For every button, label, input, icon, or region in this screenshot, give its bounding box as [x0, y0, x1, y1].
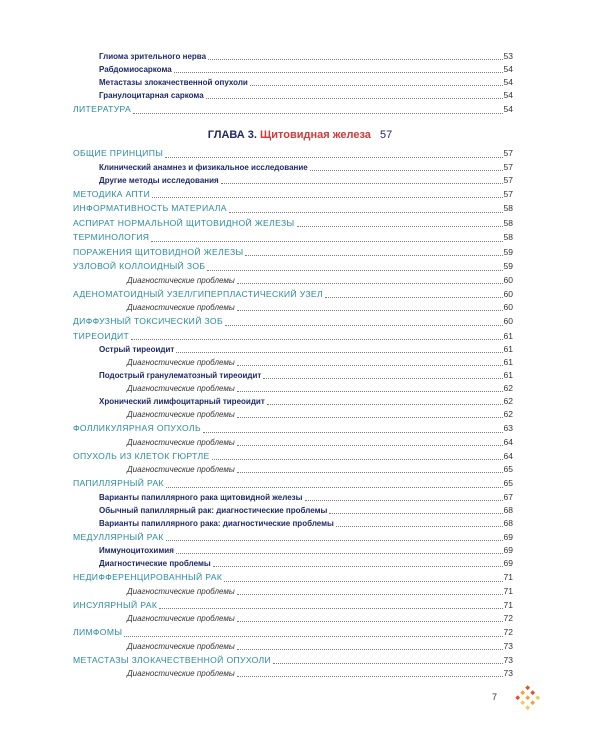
- toc-entry[interactable]: [73, 314, 513, 329]
- toc-entry-title: Обычный папиллярный рак: диагностические проблемы: [99, 505, 328, 515]
- toc-entry-page: 71: [503, 585, 513, 596]
- toc-entry-title: НЕДИФФЕРЕНЦИРОВАННЫЙ РАК: [73, 572, 223, 582]
- logo-diamond: [525, 705, 530, 710]
- toc-entry-page: 63: [503, 423, 513, 433]
- toc-entry-page: 71: [503, 599, 513, 610]
- toc-entry-title: Варианты папиллярного рака щитовидной железы: [99, 492, 303, 502]
- toc-entry[interactable]: [73, 50, 513, 63]
- toc-entry-title: ОПУХОЛЬ ИЗ КЛЕТОК ГЮРТЛЕ: [73, 450, 210, 461]
- chapter-title: Щитовидная железа: [260, 129, 371, 141]
- toc-entry-title: Диагностические проблемы: [127, 303, 235, 312]
- toc-entry-page: 54: [503, 64, 513, 74]
- toc-entry-title: Глиома зрительного нерва: [99, 52, 207, 61]
- toc-entry[interactable]: [73, 408, 513, 421]
- toc-entry[interactable]: [73, 329, 513, 344]
- toc-entry[interactable]: [73, 161, 513, 174]
- toc-entry-page: 61: [503, 357, 513, 367]
- dot-leader: [224, 581, 502, 582]
- dot-leader: [297, 226, 503, 227]
- publisher-logo-icon: [512, 681, 542, 711]
- toc-entry-title: ЛИМФОМЫ: [73, 627, 123, 637]
- toc-entry-page: 71: [503, 572, 513, 582]
- dot-leader: [166, 540, 503, 541]
- toc-entry-page: 60: [503, 288, 513, 299]
- toc-entry-page: 62: [503, 383, 513, 393]
- toc-entry-title: Диагностические проблемы: [127, 275, 235, 285]
- dot-leader: [250, 85, 503, 86]
- toc-entry-title: ПАПИЛЛЯРНЫЙ РАК: [73, 478, 164, 488]
- chapter-label: ГЛАВА 3.: [207, 129, 257, 141]
- toc-entry-page: 73: [503, 668, 513, 678]
- dot-leader: [336, 526, 503, 527]
- toc-entry-page: 61: [503, 330, 513, 341]
- toc-entry-title: АСПИРАТ НОРМАЛЬНОЙ ЩИТОВИДНОЙ ЖЕЛЕЗЫ: [73, 217, 295, 228]
- dot-leader: [237, 391, 503, 392]
- dot-leader: [237, 283, 503, 284]
- toc-entry-title: Рабдомиосаркома: [99, 65, 172, 74]
- dot-leader: [237, 649, 503, 650]
- dot-leader: [174, 72, 503, 73]
- chapter-heading: [0, 128, 600, 142]
- toc-entry-title: ИНФОРМАТИВНОСТЬ МАТЕРИАЛА: [73, 203, 227, 213]
- toc-entry-page: 65: [503, 464, 513, 474]
- logo-diamond: [530, 690, 535, 695]
- toc-entry-page: 59: [503, 261, 513, 271]
- toc-entry[interactable]: [73, 259, 513, 274]
- toc-entry[interactable]: [73, 216, 513, 231]
- logo-diamond: [525, 685, 530, 690]
- toc-entry-title: ТЕРМИНОЛОГИЯ: [73, 232, 150, 242]
- toc-entry[interactable]: [73, 667, 513, 680]
- dot-leader: [176, 553, 503, 554]
- dot-leader: [166, 487, 503, 488]
- toc-entry[interactable]: [73, 598, 513, 613]
- dot-leader: [245, 255, 502, 256]
- toc-entry-title: Клинический анамнез и физикальное исследование: [99, 162, 308, 172]
- dot-leader: [208, 59, 502, 60]
- toc-entry[interactable]: [73, 421, 513, 436]
- dot-leader: [237, 417, 503, 418]
- toc-entry-title: УЗЛОВОЙ КОЛЛОИДНЫЙ ЗОБ: [73, 261, 206, 271]
- toc-entry-page: 57: [503, 188, 513, 199]
- toc-entry-title: Метастазы злокачественной опухоли: [99, 78, 248, 87]
- logo-diamond: [525, 695, 530, 700]
- toc-entry[interactable]: [73, 395, 513, 408]
- toc-entry-page: 68: [503, 504, 513, 515]
- toc-entry-title: Диагностические проблемы: [127, 437, 235, 447]
- dot-leader: [273, 663, 502, 664]
- toc-entry[interactable]: [73, 146, 513, 161]
- logo-diamond: [520, 700, 525, 705]
- toc-entry[interactable]: [73, 491, 513, 504]
- toc-entry-page: 65: [503, 478, 513, 488]
- toc-entry-page: 67: [503, 491, 513, 502]
- toc-entry-page: 69: [503, 545, 513, 555]
- dot-leader: [151, 241, 502, 242]
- toc-entry-page: 54: [503, 104, 513, 114]
- dot-leader: [325, 297, 503, 298]
- dot-leader: [237, 676, 503, 677]
- dot-leader: [124, 636, 502, 637]
- dot-leader: [133, 113, 502, 114]
- toc-entry[interactable]: [73, 301, 513, 314]
- toc-entry[interactable]: [73, 585, 513, 598]
- toc-entry[interactable]: [73, 274, 513, 287]
- toc-entry[interactable]: [73, 63, 513, 76]
- toc-entry-page: 72: [503, 627, 513, 637]
- dot-leader: [203, 432, 503, 433]
- toc-entry-page: 64: [503, 450, 513, 461]
- toc-entry-title: Другие методы исследования: [99, 175, 219, 185]
- toc-entry-title: АДЕНОМАТОИДНЫЙ УЗЕЛ/ГИПЕРПЛАСТИЧЕСКИЙ УЗЕЛ: [73, 288, 323, 299]
- dot-leader: [237, 472, 503, 473]
- toc-entry-title: Диагностические проблемы: [127, 465, 235, 474]
- toc-entry[interactable]: [73, 356, 513, 369]
- toc-entry[interactable]: [73, 640, 513, 653]
- dot-leader: [229, 212, 503, 213]
- toc-entry[interactable]: [73, 504, 513, 517]
- toc-entry-title: Хронический лимфоцитарный тиреоидит: [99, 397, 265, 406]
- dot-leader: [213, 566, 503, 567]
- toc-entry[interactable]: [73, 187, 513, 202]
- toc-entry-title: Диагностические проблемы: [99, 559, 211, 568]
- toc-entry-title: Иммуноцитохимия: [99, 546, 174, 555]
- toc-entry[interactable]: [73, 570, 513, 585]
- toc-entry-title: МЕТОДИКА АПТИ: [73, 188, 151, 199]
- toc-entry-title: Диагностические проблемы: [127, 410, 235, 419]
- dot-leader: [206, 98, 503, 99]
- toc-entry[interactable]: [73, 245, 513, 260]
- toc-entry-title: МЕТАСТАЗЫ ЗЛОКАЧЕСТВЕННОЙ ОПУХОЛИ: [73, 654, 272, 665]
- toc-list-top: [73, 50, 513, 117]
- toc-entry[interactable]: [73, 544, 513, 557]
- toc-entry-title: ФОЛЛИКУЛЯРНАЯ ОПУХОЛЬ: [73, 423, 201, 433]
- toc-entry[interactable]: [73, 530, 513, 545]
- toc-entry[interactable]: [73, 517, 513, 530]
- dot-leader: [159, 608, 502, 609]
- toc-entry-page: 73: [503, 640, 513, 651]
- toc-entry-page: 69: [503, 558, 513, 568]
- toc-entry-title: Варианты папиллярного рака: диагностические проблемы: [99, 518, 334, 528]
- toc-entry-page: 53: [503, 51, 513, 61]
- toc-entry-page: 69: [503, 531, 513, 542]
- dot-leader: [225, 325, 503, 326]
- toc-entry[interactable]: [73, 653, 513, 668]
- dot-leader: [237, 594, 503, 595]
- toc-entry-title: МЕДУЛЛЯРНЫЙ РАК: [73, 531, 164, 542]
- dot-leader: [263, 378, 502, 379]
- dot-leader: [237, 365, 503, 366]
- dot-leader: [267, 404, 503, 405]
- toc-entry-title: Диагностические проблемы: [127, 384, 235, 393]
- logo-diamond: [515, 695, 520, 700]
- toc-entry-title: ТИРЕОИДИТ: [73, 330, 130, 341]
- toc-entry-page: 54: [503, 77, 513, 87]
- toc-entry-title: Диагностические проблемы: [127, 669, 235, 678]
- dot-leader: [221, 183, 503, 184]
- dot-leader: [237, 310, 503, 311]
- dot-leader: [207, 270, 502, 271]
- toc-entry[interactable]: [73, 557, 513, 570]
- toc-entry-page: 60: [503, 274, 513, 285]
- toc-entry-page: 62: [503, 409, 513, 419]
- toc-entry-title: Подострый гранулематозный тиреоидит: [99, 371, 262, 380]
- toc-entry-page: 60: [503, 316, 513, 326]
- toc-entry-title: ОБЩИЕ ПРИНЦИПЫ: [73, 148, 164, 158]
- toc-entry-title: Диагностические проблемы: [127, 586, 235, 596]
- dot-leader: [212, 459, 503, 460]
- toc-entry[interactable]: [73, 174, 513, 187]
- toc-entry-page: 58: [503, 232, 513, 242]
- toc-entry[interactable]: [73, 449, 513, 464]
- toc-entry-title: ДИФФУЗНЫЙ ТОКСИЧЕСКИЙ ЗОБ: [73, 316, 223, 326]
- toc-entry-title: Диагностические проблемы: [127, 614, 235, 623]
- dot-leader: [237, 445, 503, 446]
- toc-entry-page: 58: [503, 203, 513, 213]
- logo-diamond: [530, 700, 535, 705]
- dot-leader: [165, 157, 502, 158]
- toc-entry[interactable]: [73, 201, 513, 216]
- page-number: 7: [492, 692, 498, 702]
- dot-leader: [176, 352, 502, 353]
- toc-entry-title: Диагностические проблемы: [127, 358, 235, 367]
- toc-entry-title: Острый тиреоидит: [99, 345, 175, 354]
- toc-entry[interactable]: [73, 369, 513, 382]
- toc-entry-title: ЛИТЕРАТУРА: [73, 104, 132, 114]
- toc-entry[interactable]: [73, 625, 513, 640]
- toc-entry-page: 73: [503, 654, 513, 665]
- toc-entry-title: Гранулоцитарная саркома: [99, 91, 204, 100]
- toc-entry[interactable]: [73, 230, 513, 245]
- toc-entry[interactable]: [73, 76, 513, 89]
- toc-entry[interactable]: [73, 343, 513, 356]
- dot-leader: [152, 197, 502, 198]
- toc-entry-page: 57: [503, 161, 513, 172]
- toc-entry[interactable]: [73, 463, 513, 476]
- toc-entry-page: 61: [503, 344, 513, 354]
- dot-leader: [310, 170, 503, 171]
- toc-entry[interactable]: [73, 102, 513, 117]
- toc-entry-page: 68: [503, 517, 513, 528]
- toc-entry[interactable]: [73, 287, 513, 302]
- toc-entry-page: 54: [503, 90, 513, 100]
- toc-entry-page: 61: [503, 370, 513, 380]
- toc-entry-page: 58: [503, 217, 513, 228]
- toc-entry[interactable]: [73, 89, 513, 102]
- dot-leader: [237, 621, 503, 622]
- dot-leader: [305, 500, 503, 501]
- logo-diamond: [520, 690, 525, 695]
- toc-entry-page: 62: [503, 396, 513, 406]
- toc-entry-page: 64: [503, 436, 513, 447]
- chapter-page-number: 57: [379, 129, 393, 141]
- toc-entry[interactable]: [73, 382, 513, 395]
- dot-leader: [329, 513, 502, 514]
- logo-diamond: [535, 695, 540, 700]
- toc-entry-page: 60: [503, 302, 513, 312]
- toc-entry-page: 59: [503, 246, 513, 257]
- toc-entry-title: ПОРАЖЕНИЯ ЩИТОВИДНОЙ ЖЕЛЕЗЫ: [73, 246, 244, 257]
- toc-entry-page: 72: [503, 613, 513, 623]
- dot-leader: [131, 339, 502, 340]
- toc-entry-title: Диагностические проблемы: [127, 641, 235, 651]
- toc-entry-title: ИНСУЛЯРНЫЙ РАК: [73, 599, 158, 610]
- toc-entry-page: 57: [503, 148, 513, 158]
- toc-entry-page: 57: [503, 174, 513, 185]
- toc-entry[interactable]: [73, 476, 513, 491]
- toc-entry[interactable]: [73, 436, 513, 449]
- toc-list-chapter: [73, 146, 513, 680]
- toc-entry[interactable]: [73, 612, 513, 625]
